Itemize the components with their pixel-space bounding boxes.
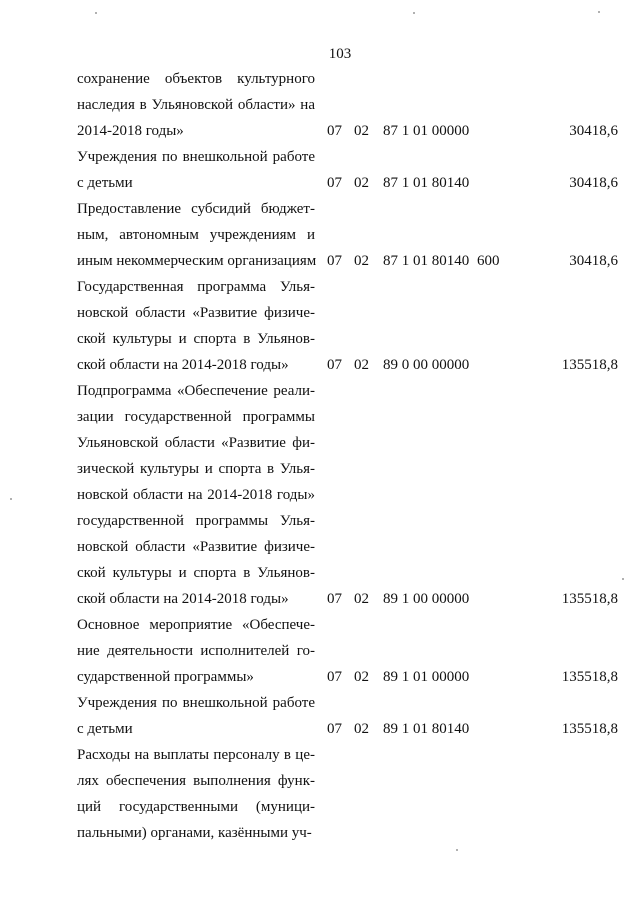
description-line: Учреждения по внешкольной работе xyxy=(77,149,315,165)
description-line: ской области на 2014-2018 годы» xyxy=(77,357,289,373)
amount-value: 135518,8 xyxy=(561,721,618,737)
description-line: 2014-2018 годы» xyxy=(77,123,184,139)
description-line: сударственной программы» xyxy=(77,669,254,685)
row-description xyxy=(77,144,315,196)
description-line: новской области на 2014-2018 годы» xyxy=(77,487,315,503)
table-row xyxy=(77,196,622,274)
table-row xyxy=(77,690,622,742)
scan-speck xyxy=(456,849,458,851)
description-line: ской культуры и спорта в Ульянов- xyxy=(77,331,315,347)
subsection-code: 02 xyxy=(354,669,369,685)
row-codes xyxy=(327,248,622,274)
scan-speck xyxy=(413,12,415,14)
amount-value: 30418,6 xyxy=(569,123,618,139)
row-description xyxy=(77,612,315,690)
description-line: с детьми xyxy=(77,175,133,191)
page-number: 103 xyxy=(328,46,352,62)
section-code: 07 xyxy=(327,591,342,607)
table-row xyxy=(77,378,622,612)
table-row xyxy=(77,144,622,196)
article-code: 87 1 01 80140 xyxy=(383,253,470,269)
amount-value: 135518,8 xyxy=(561,591,618,607)
budget-table xyxy=(77,66,622,846)
article-code: 87 1 01 80140 xyxy=(383,175,470,191)
scan-speck xyxy=(598,11,600,13)
scan-speck xyxy=(95,12,97,14)
section-code: 07 xyxy=(327,721,342,737)
section-code: 07 xyxy=(327,253,342,269)
subsection-code: 02 xyxy=(354,721,369,737)
article-code: 89 1 01 80140 xyxy=(383,721,470,737)
description-line: Подпрограмма «Обеспечение реали- xyxy=(77,383,315,399)
row-description xyxy=(77,690,315,742)
description-line: пальными) органами, казёнными уч- xyxy=(77,825,312,841)
article-code: 87 1 01 00000 xyxy=(383,123,470,139)
row-description xyxy=(77,274,315,378)
description-line: Основное мероприятие «Обеспече- xyxy=(77,617,315,633)
description-line: ным, автономным учреждениям и xyxy=(77,227,315,243)
row-codes xyxy=(327,118,622,144)
description-line: ской области на 2014-2018 годы» xyxy=(77,591,289,607)
row-description xyxy=(77,196,315,274)
subsection-code: 02 xyxy=(354,123,369,139)
description-line: зической культуры и спорта в Улья- xyxy=(77,461,315,477)
amount-value: 135518,8 xyxy=(561,357,618,373)
section-code: 07 xyxy=(327,175,342,191)
expense-type-code: 600 xyxy=(477,253,500,269)
row-codes xyxy=(327,352,622,378)
description-line: государственной программы Улья- xyxy=(77,513,315,529)
row-description xyxy=(77,378,315,612)
row-codes xyxy=(327,664,622,690)
description-line: иным некоммерческим организациям xyxy=(77,253,317,269)
amount-value: 135518,8 xyxy=(561,669,618,685)
description-line: Предоставление субсидий бюджет- xyxy=(77,201,315,217)
row-codes xyxy=(327,716,622,742)
description-line: Ульяновской области «Развитие фи- xyxy=(77,435,315,451)
description-line: ние деятельности исполнителей го- xyxy=(77,643,315,659)
row-codes xyxy=(327,170,622,196)
row-codes xyxy=(327,586,622,612)
table-row xyxy=(77,742,622,846)
section-code: 07 xyxy=(327,357,342,373)
table-row xyxy=(77,612,622,690)
description-line: ций государственными (муници- xyxy=(77,799,315,815)
table-row xyxy=(77,274,622,378)
article-code: 89 0 00 00000 xyxy=(383,357,470,373)
row-codes xyxy=(327,820,622,846)
description-line: новской области «Развитие физиче- xyxy=(77,305,315,321)
description-line: новской области «Развитие физиче- xyxy=(77,539,315,555)
description-line: сохранение объектов культурного xyxy=(77,71,315,87)
description-line: с детьми xyxy=(77,721,133,737)
description-line: Расходы на выплаты персоналу в це- xyxy=(77,747,315,763)
subsection-code: 02 xyxy=(354,175,369,191)
row-description xyxy=(77,742,315,846)
description-line: Государственная программа Улья- xyxy=(77,279,315,295)
row-description xyxy=(77,66,315,144)
article-code: 89 1 01 00000 xyxy=(383,669,470,685)
amount-value: 30418,6 xyxy=(569,175,618,191)
subsection-code: 02 xyxy=(354,253,369,269)
description-line: ской культуры и спорта в Ульянов- xyxy=(77,565,315,581)
section-code: 07 xyxy=(327,669,342,685)
amount-value: 30418,6 xyxy=(569,253,618,269)
subsection-code: 02 xyxy=(354,357,369,373)
scan-speck xyxy=(622,578,624,580)
table-row xyxy=(77,66,622,144)
subsection-code: 02 xyxy=(354,591,369,607)
description-line: лях обеспечения выполнения функ- xyxy=(77,773,315,789)
article-code: 89 1 00 00000 xyxy=(383,591,470,607)
scan-speck xyxy=(10,498,12,500)
description-line: зации государственной программы xyxy=(77,409,315,425)
description-line: наследия в Ульяновской области» на xyxy=(77,97,315,113)
section-code: 07 xyxy=(327,123,342,139)
description-line: Учреждения по внешкольной работе xyxy=(77,695,315,711)
